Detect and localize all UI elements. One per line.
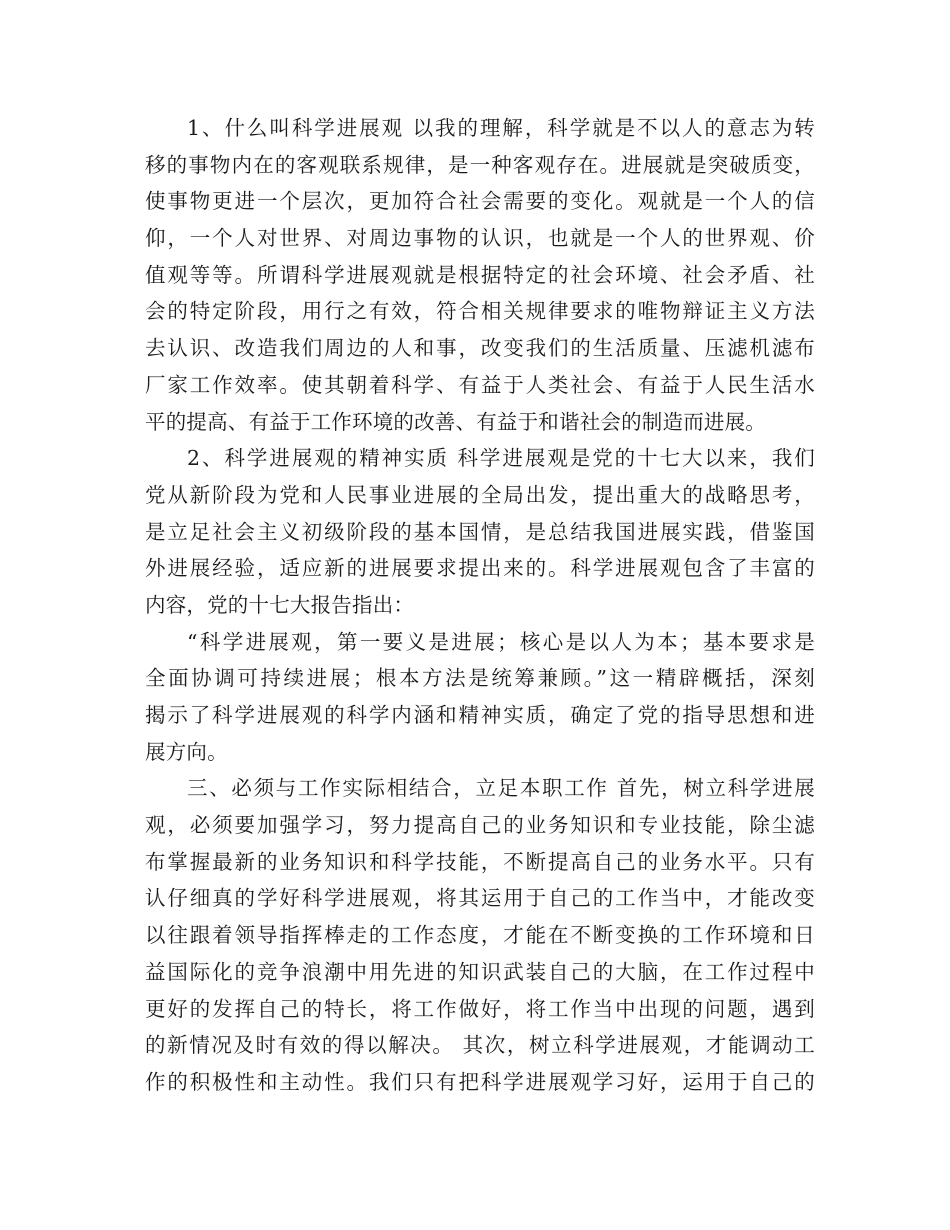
text-line: 去认识、改造我们周边的人和事，改变我们的生活质量、压滤机滤布 <box>145 336 815 361</box>
text-line: 移的事物内在的客观联系规律，是一种客观存在。进展就是突破质变， <box>145 152 815 177</box>
text-line: 仰，一个人对世界、对周边事物的认识，也就是一个人的世界观、价 <box>145 226 815 251</box>
text-line: “科学进展观，第一要义是进展；核心是以人为本；基本要求是 <box>187 629 815 654</box>
text-line: 展方向。 <box>145 739 228 764</box>
text-line: 厂家工作效率。使其朝着科学、有益于人类社会、有益于人民生活水 <box>145 372 815 397</box>
document-body <box>145 110 815 1101</box>
text-line: 揭示了科学进展观的科学内涵和精神实质，确定了党的指导思想和进 <box>145 703 815 727</box>
text-line: 全面协调可持续进展；根本方法是统筹兼顾。”这一精辟概括，深刻 <box>145 666 815 691</box>
text-line: 党从新阶段为党和人民事业进展的全局出发，提出重大的战略思考， <box>145 482 815 507</box>
text-line: 更好的发挥自己的特长，将工作做好，将工作当中出现的问题，遇到 <box>145 996 815 1021</box>
text-line: 外进展经验，适应新的进展要求提出来的。科学进展观包含了丰富的 <box>145 556 815 581</box>
text-line: 使事物更进一个层次，更加符合社会需要的变化。观就是一个人的信 <box>145 189 815 214</box>
text-line: 三、必须与工作实际相结合，立足本职工作 首先，树立科学进展 <box>187 776 815 801</box>
text-line: 布掌握最新的业务知识和科学技能，不断提高自己的业务水平。只有 <box>145 849 815 874</box>
text-line: 作的积极性和主动性。我们只有把科学进展观学习好，运用于自己的 <box>145 1069 815 1094</box>
text-line: 平的提高、有益于工作环境的改善、有益于和谐社会的制造而进展。 <box>145 409 766 434</box>
text-line: 的新情况及时有效的得以解决。 其次，树立科学进展观，才能调动工 <box>145 1033 815 1058</box>
text-line: 是立足社会主义初级阶段的基本国情，是总结我国进展实践，借鉴国 <box>145 519 815 544</box>
text-line: 内容，党的十七大报告指出： <box>145 592 415 617</box>
text-line: 认仔细真的学好科学进展观，将其运用于自己的工作当中，才能改变 <box>145 886 815 911</box>
text-line: 1、什么叫科学进展观 以我的理解，科学就是不以人的意志为转 <box>187 116 815 140</box>
text-line: 值观等等。所谓科学进展观就是根据特定的社会环境、社会矛盾、社 <box>145 262 815 287</box>
text-line: 观，必须要加强学习，努力提高自己的业务知识和专业技能，除尘滤 <box>145 813 815 838</box>
text-line: 益国际化的竞争浪潮中用先进的知识武装自己的大脑，在工作过程中 <box>145 959 815 984</box>
text-line: 2、科学进展观的精神实质 科学进展观是党的十七大以来，我们 <box>187 446 815 471</box>
text-line: 以往跟着领导指挥棒走的工作态度，才能在不断变换的工作环境和日 <box>145 923 815 948</box>
text-line: 会的特定阶段，用行之有效，符合相关规律要求的唯物辩证主义方法 <box>145 299 815 324</box>
